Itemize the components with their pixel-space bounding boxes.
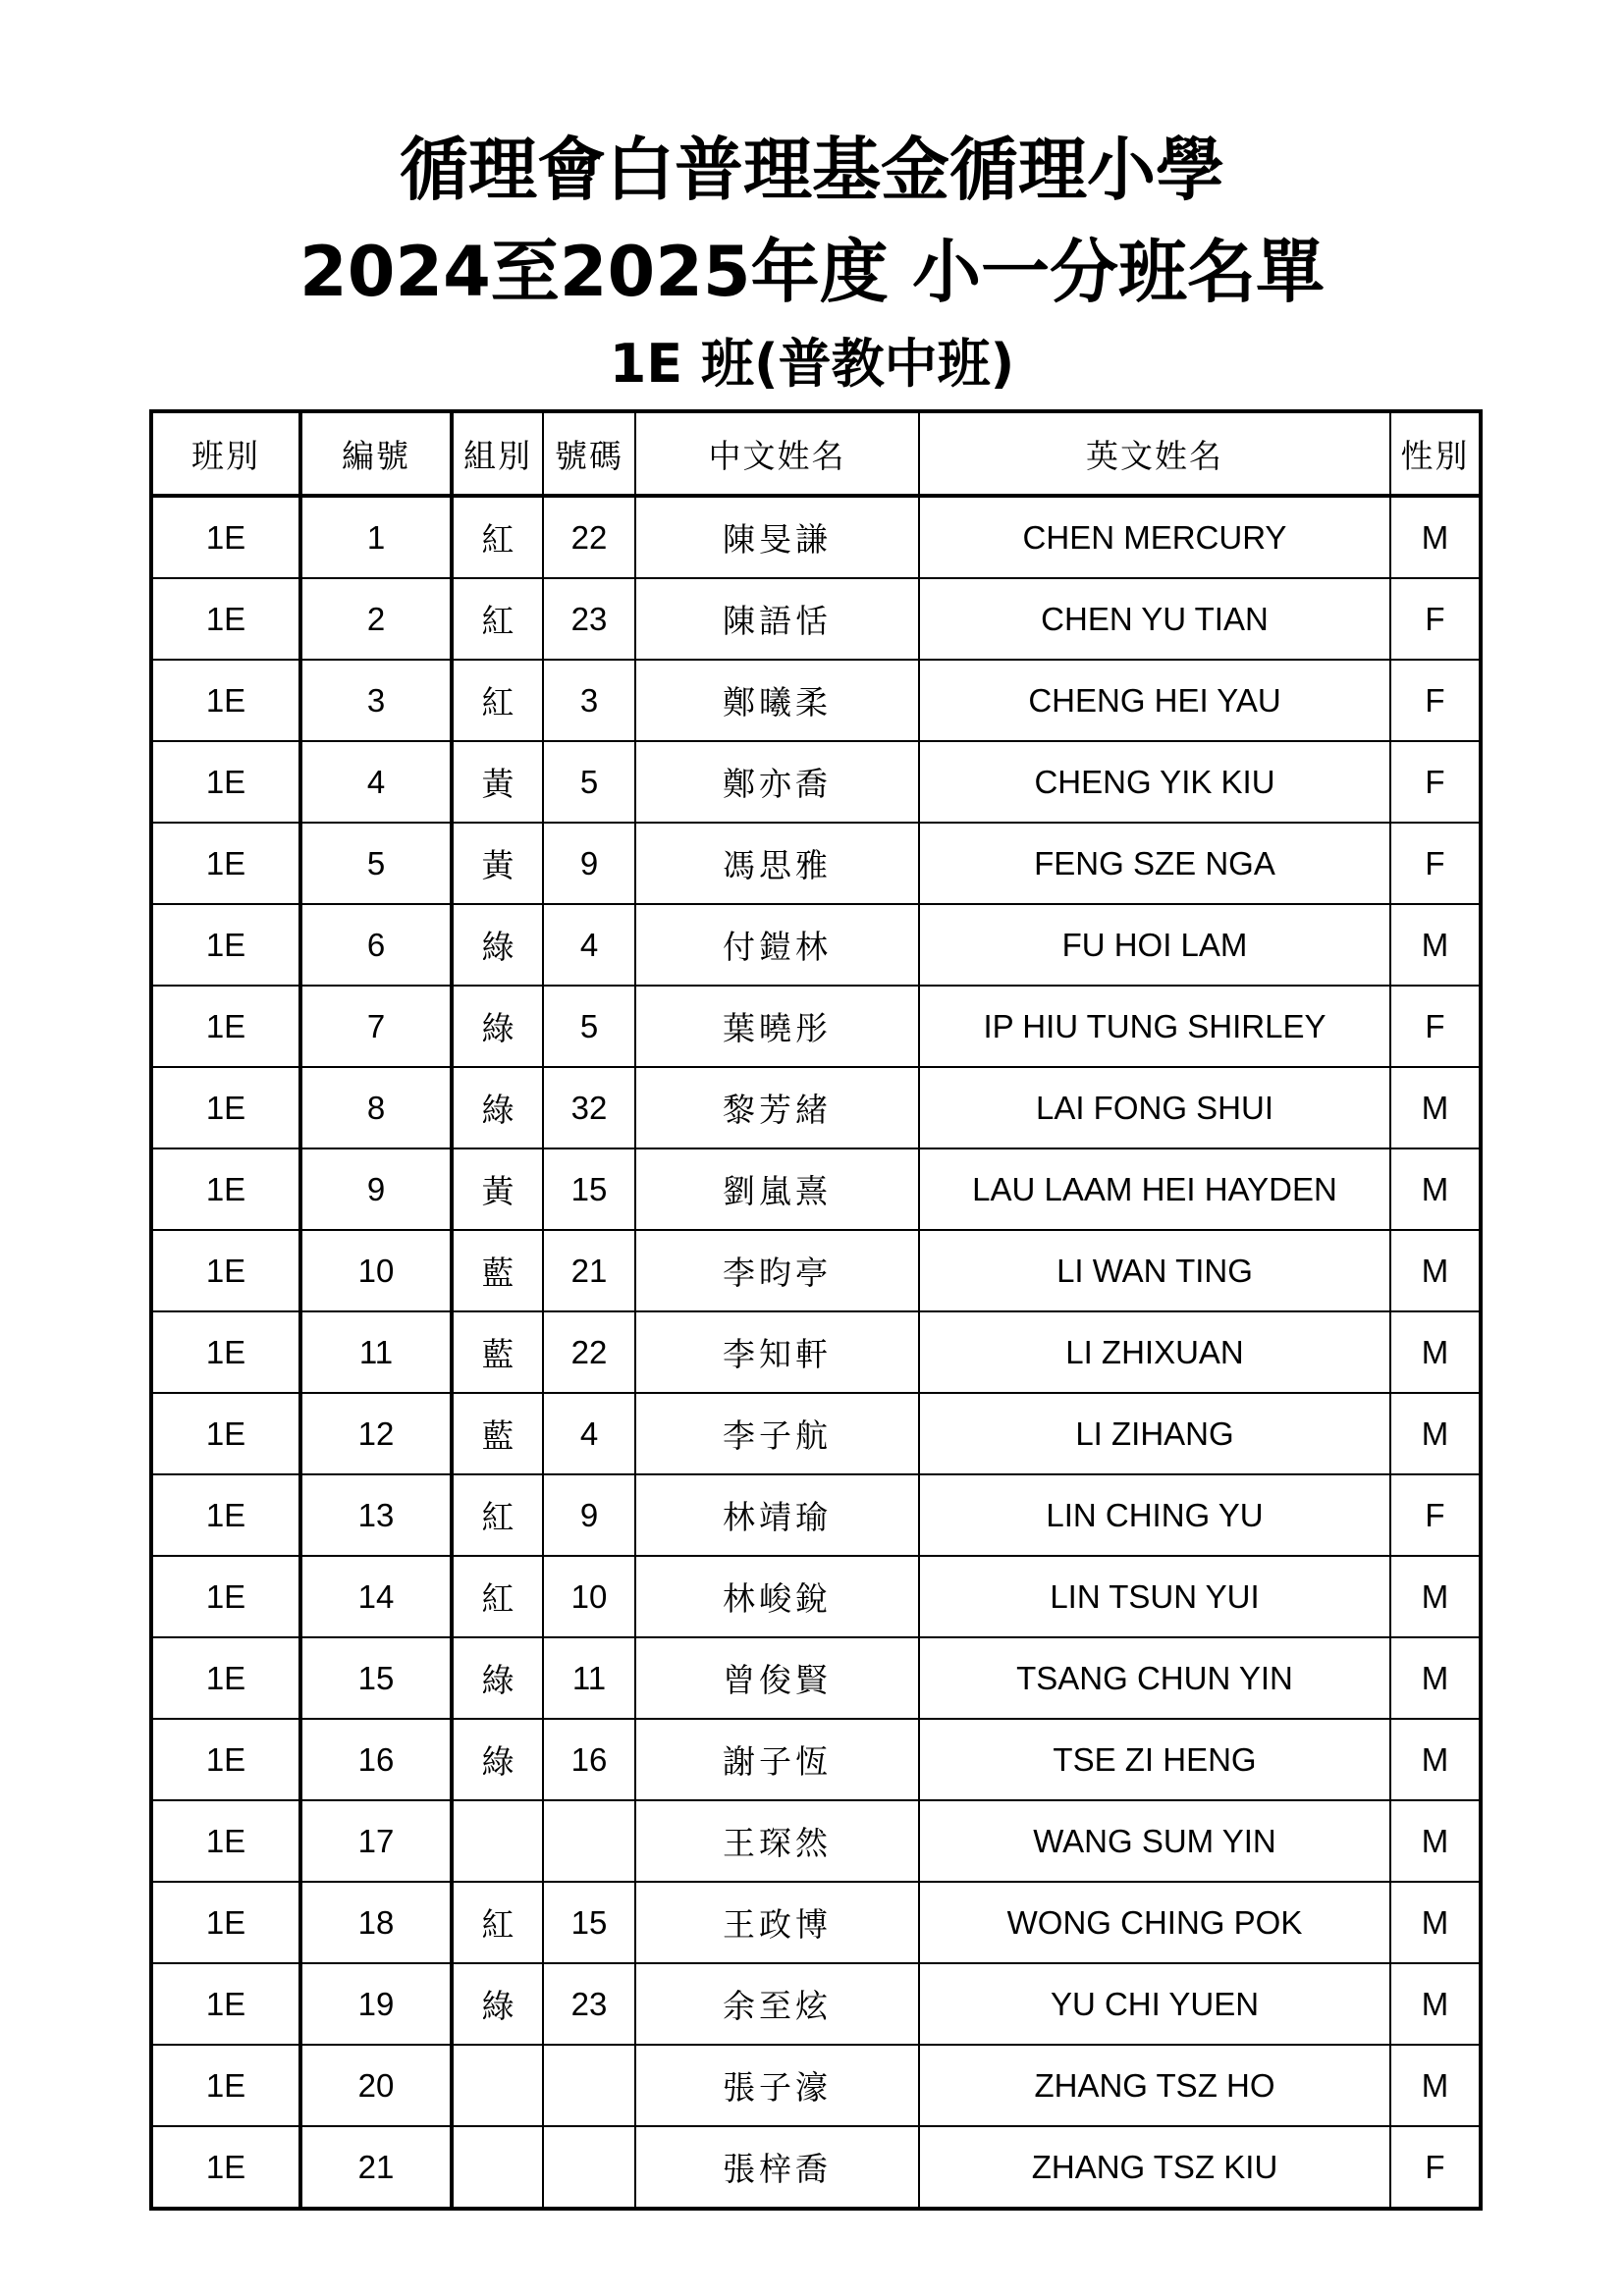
cell-english-name: CHEN MERCURY: [919, 496, 1390, 578]
cell-number: 21: [543, 1230, 635, 1311]
cell-number: 5: [543, 986, 635, 1067]
cell-no: 16: [300, 1719, 452, 1800]
table-row: [151, 1882, 1481, 1963]
cell-gender: M: [1390, 1393, 1481, 1474]
cell-class: 1E: [151, 986, 300, 1067]
cell-chinese-name: 謝子恆: [635, 1719, 919, 1800]
cell-group: 紅: [452, 496, 543, 578]
cell-english-name: YU CHI YUEN: [919, 1963, 1390, 2045]
table-header-row: [151, 411, 1481, 496]
cell-chinese-name: 鄭亦喬: [635, 741, 919, 823]
cell-english-name: WANG SUM YIN: [919, 1800, 1390, 1882]
cell-class: 1E: [151, 1882, 300, 1963]
cell-english-name: TSE ZI HENG: [919, 1719, 1390, 1800]
table-row: [151, 1311, 1481, 1393]
table-row: [151, 2045, 1481, 2126]
cell-gender: F: [1390, 1474, 1481, 1556]
cell-no: 21: [300, 2126, 452, 2209]
column-header-english-name: 英文姓名: [919, 411, 1390, 496]
cell-chinese-name: 曾俊賢: [635, 1637, 919, 1719]
cell-class: 1E: [151, 1230, 300, 1311]
cell-group: [452, 2045, 543, 2126]
cell-number: 22: [543, 1311, 635, 1393]
cell-english-name: LAI FONG SHUI: [919, 1067, 1390, 1148]
cell-gender: M: [1390, 1148, 1481, 1230]
cell-group: 綠: [452, 1637, 543, 1719]
cell-no: 11: [300, 1311, 452, 1393]
cell-class: 1E: [151, 1311, 300, 1393]
table-row: [151, 1719, 1481, 1800]
list-title: 2024至2025年度 小一分班名單: [298, 232, 1326, 312]
cell-chinese-name: 林峻銳: [635, 1556, 919, 1637]
cell-group: 紅: [452, 578, 543, 660]
cell-number: 4: [543, 1393, 635, 1474]
table-row: [151, 1637, 1481, 1719]
table-row: [151, 1230, 1481, 1311]
cell-english-name: LAU LAAM HEI HAYDEN: [919, 1148, 1390, 1230]
cell-class: 1E: [151, 904, 300, 986]
cell-chinese-name: 鄭曦柔: [635, 660, 919, 741]
cell-no: 1: [300, 496, 452, 578]
cell-class: 1E: [151, 1067, 300, 1148]
cell-chinese-name: 林靖瑜: [635, 1474, 919, 1556]
cell-chinese-name: 付鎧林: [635, 904, 919, 986]
cell-no: 15: [300, 1637, 452, 1719]
cell-chinese-name: 王琛然: [635, 1800, 919, 1882]
cell-number: 3: [543, 660, 635, 741]
cell-english-name: LI WAN TING: [919, 1230, 1390, 1311]
cell-gender: M: [1390, 1556, 1481, 1637]
cell-gender: F: [1390, 660, 1481, 741]
cell-number: 9: [543, 823, 635, 904]
cell-english-name: LIN TSUN YUI: [919, 1556, 1390, 1637]
cell-group: 綠: [452, 1719, 543, 1800]
cell-class: 1E: [151, 1474, 300, 1556]
cell-group: [452, 1800, 543, 1882]
cell-gender: F: [1390, 986, 1481, 1067]
column-header-number: 號碼: [543, 411, 635, 496]
cell-class: 1E: [151, 823, 300, 904]
cell-class: 1E: [151, 1963, 300, 2045]
cell-english-name: LI ZIHANG: [919, 1393, 1390, 1474]
cell-number: 11: [543, 1637, 635, 1719]
cell-group: 綠: [452, 1067, 543, 1148]
cell-number: [543, 1800, 635, 1882]
cell-no: 6: [300, 904, 452, 986]
table-row: [151, 1963, 1481, 2045]
table-row: [151, 741, 1481, 823]
column-header-class: 班別: [151, 411, 300, 496]
cell-chinese-name: 馮思雅: [635, 823, 919, 904]
cell-chinese-name: 李昀亭: [635, 1230, 919, 1311]
cell-gender: F: [1390, 578, 1481, 660]
table-row: [151, 1067, 1481, 1148]
cell-number: 5: [543, 741, 635, 823]
table-row: [151, 1556, 1481, 1637]
column-header-gender: 性別: [1390, 411, 1481, 496]
class-roster-table: [149, 409, 1483, 2211]
cell-english-name: TSANG CHUN YIN: [919, 1637, 1390, 1719]
cell-class: 1E: [151, 1393, 300, 1474]
cell-no: 10: [300, 1230, 452, 1311]
cell-no: 19: [300, 1963, 452, 2045]
cell-no: 20: [300, 2045, 452, 2126]
cell-english-name: CHENG HEI YAU: [919, 660, 1390, 741]
cell-gender: M: [1390, 1800, 1481, 1882]
cell-class: 1E: [151, 1556, 300, 1637]
cell-chinese-name: 李子航: [635, 1393, 919, 1474]
cell-no: 8: [300, 1067, 452, 1148]
cell-class: 1E: [151, 2045, 300, 2126]
cell-number: [543, 2045, 635, 2126]
cell-class: 1E: [151, 496, 300, 578]
cell-no: 17: [300, 1800, 452, 1882]
cell-class: 1E: [151, 1800, 300, 1882]
cell-group: [452, 2126, 543, 2209]
cell-group: 紅: [452, 1556, 543, 1637]
cell-group: 藍: [452, 1311, 543, 1393]
cell-gender: F: [1390, 823, 1481, 904]
cell-gender: M: [1390, 1230, 1481, 1311]
cell-number: 10: [543, 1556, 635, 1637]
cell-number: 23: [543, 578, 635, 660]
cell-english-name: CHENG YIK KIU: [919, 741, 1390, 823]
table-row: [151, 1148, 1481, 1230]
cell-gender: M: [1390, 1067, 1481, 1148]
cell-chinese-name: 李知軒: [635, 1311, 919, 1393]
cell-no: 14: [300, 1556, 452, 1637]
cell-group: 黃: [452, 823, 543, 904]
cell-chinese-name: 陳語恬: [635, 578, 919, 660]
column-header-no: 編號: [300, 411, 452, 496]
cell-chinese-name: 葉曉彤: [635, 986, 919, 1067]
table-row: [151, 578, 1481, 660]
cell-number: [543, 2126, 635, 2209]
cell-chinese-name: 余至炫: [635, 1963, 919, 2045]
cell-gender: F: [1390, 2126, 1481, 2209]
table-row: [151, 496, 1481, 578]
cell-number: 15: [543, 1148, 635, 1230]
cell-class: 1E: [151, 741, 300, 823]
cell-no: 9: [300, 1148, 452, 1230]
cell-chinese-name: 張子濠: [635, 2045, 919, 2126]
cell-chinese-name: 陳旻謙: [635, 496, 919, 578]
cell-number: 15: [543, 1882, 635, 1963]
cell-english-name: ZHANG TSZ KIU: [919, 2126, 1390, 2209]
cell-no: 7: [300, 986, 452, 1067]
table-row: [151, 986, 1481, 1067]
cell-number: 9: [543, 1474, 635, 1556]
cell-english-name: IP HIU TUNG SHIRLEY: [919, 986, 1390, 1067]
column-header-group: 組別: [452, 411, 543, 496]
cell-gender: M: [1390, 2045, 1481, 2126]
cell-chinese-name: 黎芳緒: [635, 1067, 919, 1148]
cell-class: 1E: [151, 2126, 300, 2209]
cell-english-name: ZHANG TSZ HO: [919, 2045, 1390, 2126]
cell-group: 紅: [452, 660, 543, 741]
cell-gender: F: [1390, 741, 1481, 823]
cell-no: 3: [300, 660, 452, 741]
cell-no: 5: [300, 823, 452, 904]
table-row: [151, 1474, 1481, 1556]
table-row: [151, 1393, 1481, 1474]
cell-class: 1E: [151, 578, 300, 660]
cell-class: 1E: [151, 1148, 300, 1230]
table-row: [151, 904, 1481, 986]
cell-gender: M: [1390, 1719, 1481, 1800]
cell-class: 1E: [151, 1637, 300, 1719]
cell-number: 22: [543, 496, 635, 578]
cell-english-name: LI ZHIXUAN: [919, 1311, 1390, 1393]
cell-gender: M: [1390, 1311, 1481, 1393]
cell-number: 32: [543, 1067, 635, 1148]
cell-group: 黃: [452, 1148, 543, 1230]
cell-no: 2: [300, 578, 452, 660]
cell-chinese-name: 張梓喬: [635, 2126, 919, 2209]
cell-gender: M: [1390, 1963, 1481, 2045]
cell-no: 13: [300, 1474, 452, 1556]
school-name: 循理會白普理基金循理小學: [400, 130, 1224, 210]
cell-group: 綠: [452, 986, 543, 1067]
cell-english-name: FU HOI LAM: [919, 904, 1390, 986]
cell-english-name: FENG SZE NGA: [919, 823, 1390, 904]
cell-group: 黃: [452, 741, 543, 823]
cell-no: 4: [300, 741, 452, 823]
cell-gender: M: [1390, 1882, 1481, 1963]
column-header-chinese-name: 中文姓名: [635, 411, 919, 496]
cell-gender: M: [1390, 904, 1481, 986]
table-row: [151, 823, 1481, 904]
cell-no: 18: [300, 1882, 452, 1963]
class-title: 1E 班(普教中班): [609, 333, 1015, 395]
cell-number: 23: [543, 1963, 635, 2045]
cell-number: 4: [543, 904, 635, 986]
cell-chinese-name: 王政博: [635, 1882, 919, 1963]
cell-english-name: WONG CHING POK: [919, 1882, 1390, 1963]
cell-group: 紅: [452, 1882, 543, 1963]
cell-chinese-name: 劉嵐熹: [635, 1148, 919, 1230]
cell-class: 1E: [151, 660, 300, 741]
cell-group: 紅: [452, 1474, 543, 1556]
table-body: [151, 496, 1481, 2209]
table-row: [151, 2126, 1481, 2209]
cell-group: 藍: [452, 1393, 543, 1474]
cell-english-name: CHEN YU TIAN: [919, 578, 1390, 660]
cell-group: 綠: [452, 1963, 543, 2045]
cell-group: 藍: [452, 1230, 543, 1311]
cell-class: 1E: [151, 1719, 300, 1800]
cell-no: 12: [300, 1393, 452, 1474]
cell-english-name: LIN CHING YU: [919, 1474, 1390, 1556]
cell-number: 16: [543, 1719, 635, 1800]
cell-gender: M: [1390, 1637, 1481, 1719]
table-row: [151, 1800, 1481, 1882]
cell-group: 綠: [452, 904, 543, 986]
table-row: [151, 660, 1481, 741]
cell-gender: M: [1390, 496, 1481, 578]
